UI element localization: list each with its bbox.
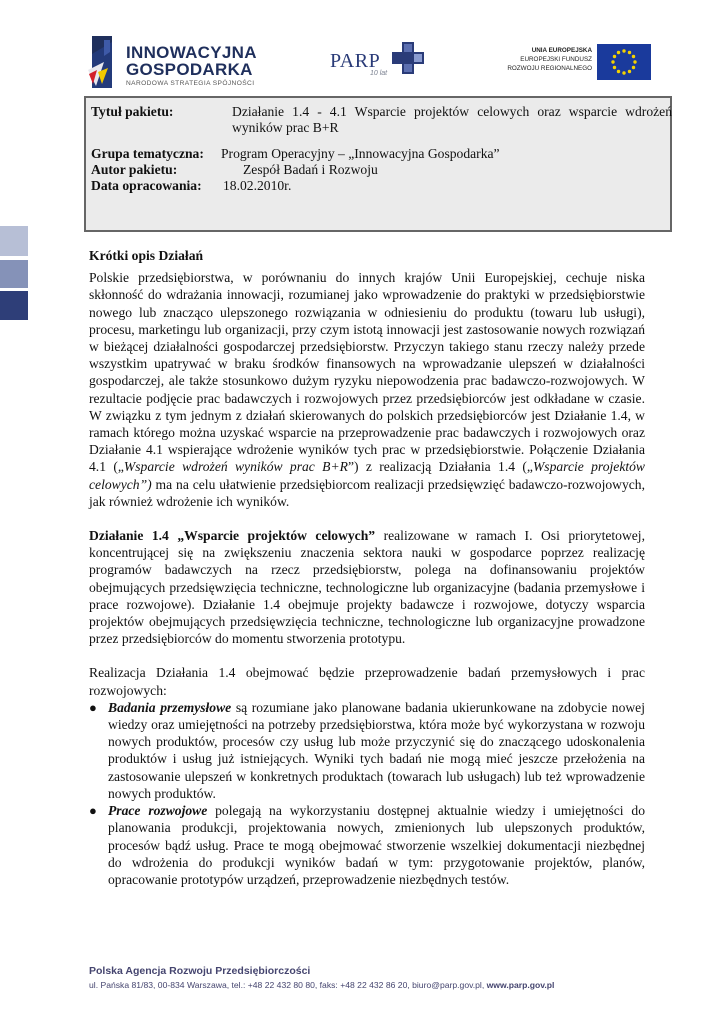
title-label: Tytuł pakietu: (91, 104, 174, 119)
eu-logo-line2: EUROPEJSKI FUNDUSZ (520, 56, 592, 63)
eu-logo-line3: ROZWOJU REGIONALNEGO (507, 65, 592, 72)
intro-italic-1: Wsparcie wdrożeń wyników prac B+R (123, 459, 348, 475)
bullet-term-development-work: Prace rozwojowe (108, 803, 208, 819)
date-value: 18.02.2010r. (223, 178, 292, 193)
side-tab-light (0, 226, 28, 256)
title-value: Działanie 1.4 - 4.1 Wsparcie projektów celowych oraz wsparcie wdrożeń wyników prac B+R (232, 104, 672, 135)
group-value: Program Operacyjny – „Innowacyjna Gospodarka” (221, 146, 500, 161)
side-tab-medium (0, 260, 28, 288)
action-1-4-text: realizowane w ramach I. Osi priorytetowej, koncentrującej się na zwiększeniu znaczenia sektora nauki w gospodarce poprzez realizację programów badawczych na rzecz przedsiębiorstw, polega na dofinansowaniu projektów obejmujących przedsięwzięcia techniczne, technologiczne lub organizacyjne (badania przemysłowe i prace rozwojowe). Działanie 1.4 obejmuje projekty badawcze i rozwojowe, dotyczy wsparcia projektów obejmujących przedsięwzięcia techniczne, technologiczne lub organizacyjne prowadzone przez przedsiębiorców do momentu stworzenia prototypu. (89, 528, 645, 647)
group-label: Grupa tematyczna: (91, 146, 204, 161)
bullet-text-development-work: polegają na wykorzystaniu dostępnej aktualnie wiedzy i umiejętności do planowania produkcji, projektowania nowych, zmienionych lub ulepszonych produktów, procesów bądź usług. Prace te mogą obejmować stworzenie wszelkiej dokumentacji niezbędnej do wdrożenia do produkcji wyników badań w tym: przygotowanie projektów, planów, opracowanie prototypów urządzeń, przeprowadzenie niezbędnych testów. (108, 803, 645, 887)
author-label: Autor pakietu: (91, 162, 178, 177)
bullet-icon: ● (89, 803, 97, 819)
author-value: Zespół Badań i Rozwoju (243, 162, 378, 177)
parp-logo (330, 40, 430, 84)
intro-text-a: Polskie przedsiębiorstwa, w porównaniu do innych krajów Unii Europejskiej, cechuje niska skłonność do wdrażania innowacji, rozumianej jako wprowadzenie do praktyki w przedsiębiorstwie nowego lub znacząco ulepszonego rozwiązania w odniesieniu do produktu (towaru lub usługi), procesu, marketingu lub organizacji, przy czym istotą innowacji jest zastosowanie nowych rozwiązań w bieżącej działalności gospodarczej przedsiębiorstw. Przyczyn takiego stanu rzeczy należy przede wszystkim upatrywać w braku środków finansowych na wprowadzanie ulepszeń w działalności gospodarczej, ale także stosunkowo dużym ryzyku niepowodzenia prac badawczo-rozwojowych. W rezultacie podjęcie prac badawczych i rozwojowych przez przedsiębiorców jest odkładane w czasie. W związku z tym jednym z działań skierowanych do polskich przedsiębiorców jest Działanie 1.4, w ramach którego można uzyskać wsparcie na przeprowadzenie prac badawczych i rozwojowych oraz Działanie 4.1 wspierające wdrożenie wyników tych prac w przedsiębiorstwie. Połączenie Działania 4.1 („ (89, 270, 645, 475)
bullet-list (89, 699, 645, 888)
list-item (89, 802, 645, 888)
paragraph-realization: Realizacja Działania 1.4 obejmować będzie przeprowadzenie badań przemysłowych i prac rozwojowych: (89, 665, 645, 698)
action-1-4-title: Działanie 1.4 „Wsparcie projektów celowych” (89, 528, 376, 544)
footer-contact (89, 980, 554, 990)
package-info-box (84, 96, 672, 232)
bullet-term-industrial-research: Badania przemysłowe (108, 699, 232, 715)
intro-italic-2: Wsparcie projektów celowych”) (89, 459, 645, 492)
ig-logo-mark-icon (86, 34, 122, 90)
date-label: Data opracowania: (91, 178, 202, 193)
eu-logo-line1: UNIA EUROPEJSKA (531, 47, 592, 54)
parp-cross-icon (390, 40, 426, 76)
bullet-icon: ● (89, 699, 97, 715)
eu-logo-text (502, 46, 592, 73)
footer-website-link[interactable]: www.parp.gov.pl (486, 980, 555, 990)
ig-logo-line1: INNOWACYJNA (126, 43, 257, 62)
eu-flag-icon (597, 44, 651, 80)
section-heading: Krótki opis Działań (89, 248, 204, 263)
footer-contact-text: ul. Pańska 81/83, 00-834 Warszawa, tel.: +48 22 432 80 80, faks: +48 22 432 86 20, biuro@parp.gov.pl, (89, 980, 487, 990)
intro-text-c: ma na celu ułatwienie przedsiębiorcom realizacji przedsięwzięć badawczo-rozwojowych, jak również wdrożenie ich wyników. (89, 476, 645, 509)
eu-fund-logo (502, 44, 652, 82)
paragraph-intro (89, 269, 645, 510)
list-item (89, 699, 645, 802)
ig-logo-line2: GOSPODARKA (126, 60, 253, 79)
page-footer (89, 965, 554, 990)
bullet-text-industrial-research: są rozumiane jako planowane badania ukierunkowane na zdobycie nowej wiedzy oraz umiejętności na potrzeby przedsiębiorstwa, która może być wykorzystana w rozwoju nowych produktów, procesów czy usług lub może przyczynić się do znaczącego udoskonalenia produktów i usług już istniejących. Wyniki tych badań nie mogą mieć jeszcze przełożenia na zastosowanie ulepszeń w konkretnych produktach (towarach lub usługach) lub też wprowadzenie nowych produktów. (108, 699, 645, 801)
paragraph-action-1-4 (89, 527, 645, 647)
ig-logo-line3: NARODOWA STRATEGIA SPÓJNOŚCI (126, 80, 255, 87)
parp-logo-sub: 10 lat (370, 70, 388, 77)
footer-org-name: Polska Agencja Rozwoju Przedsiębiorczości (89, 965, 311, 977)
side-tab-dark (0, 291, 28, 320)
innowacyjna-gospodarka-logo (86, 34, 266, 90)
parp-logo-name: PARP (330, 50, 381, 72)
document-body (89, 247, 645, 888)
intro-text-b: ”) z realizacją Działania 1.4 („ (347, 459, 533, 475)
